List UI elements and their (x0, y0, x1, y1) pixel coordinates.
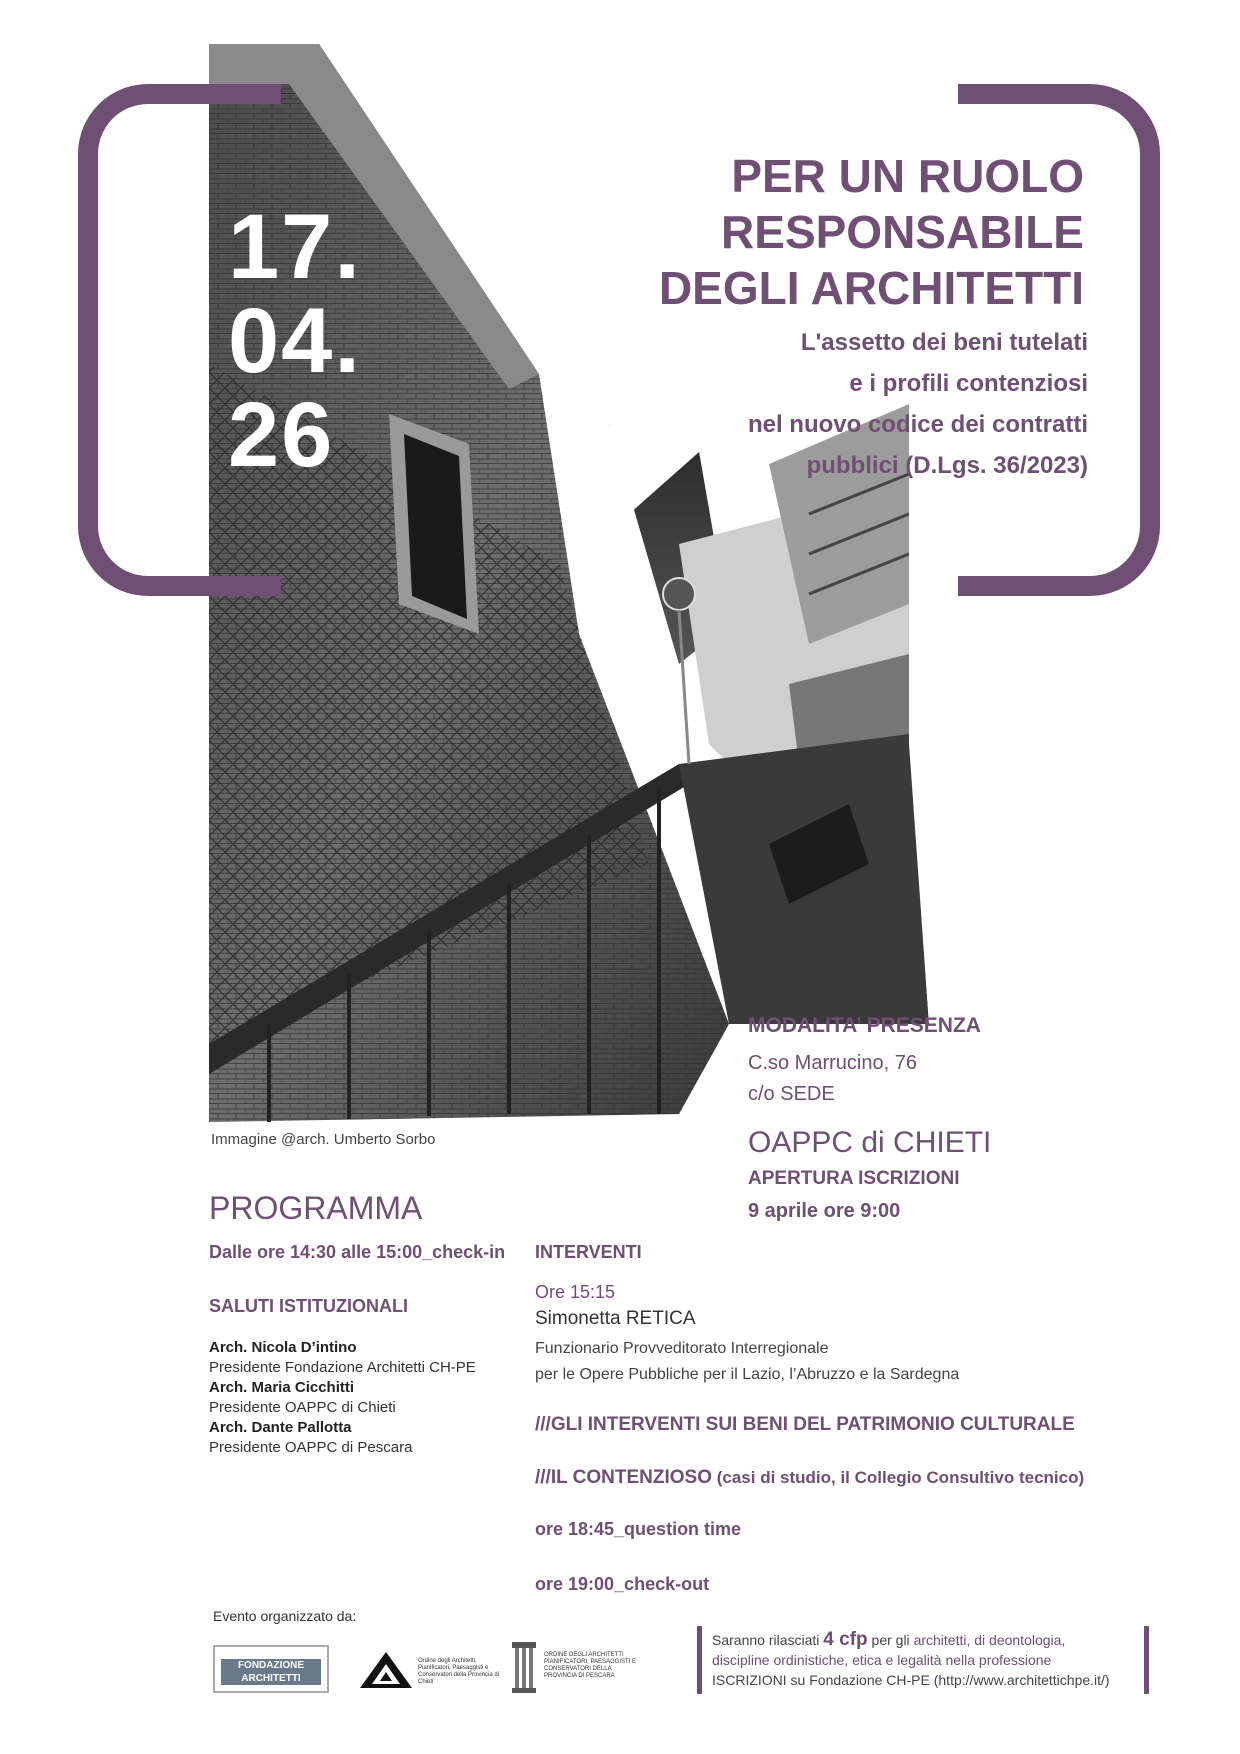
greeting-role: Presidente Fondazione Architetti CH-PE (209, 1359, 476, 1376)
right-bracket-bottom-cap (958, 576, 1042, 596)
greeting-role: Presidente OAPPC di Chieti (209, 1399, 396, 1416)
subtitle-line-2: e i profili contenziosi (849, 370, 1088, 397)
poster-title (659, 148, 1084, 316)
checkout-time: ore 19:00_check-out (535, 1574, 710, 1594)
image-credit: Immagine @arch. Umberto Sorbo (211, 1131, 436, 1148)
greeting-role: Presidente OAPPC di Pescara (209, 1439, 413, 1456)
speaker-role-line-2: per le Opere Pubbliche per il Lazio, l’Abruzzo e la Sardegna (535, 1366, 960, 1383)
topic-litigation-detail: (casi di studio, il Collegio Consultivo tecnico) (712, 1468, 1085, 1487)
cfp-amount: 4 cfp (823, 1629, 868, 1650)
cfp-line-3: ISCRIZIONI su Fondazione CH-PE (http://www.architettichpe.it/) (712, 1672, 1110, 1688)
registration-date: 9 aprile ore 9:00 (748, 1200, 901, 1222)
greeting-name: Arch. Nicola D’intino (209, 1339, 357, 1356)
oappc-pescara-logo (510, 1640, 637, 1699)
left-bracket-top-cap (197, 84, 281, 104)
subtitle-line-1: L'assetto dei beni tutelati (800, 329, 1088, 356)
venue-org: OAPPC di CHIETI (748, 1126, 992, 1159)
organizers-label: Evento organizzato da: (213, 1608, 357, 1624)
date-day: 17. (228, 196, 362, 298)
venue-mode: MODALITA’ PRESENZA (748, 1014, 981, 1037)
greeting-name: Arch. Maria Cicchitti (209, 1379, 355, 1396)
title-line-3: DEGLI ARCHITETTI (658, 262, 1084, 314)
venue-address: C.so Marrucino, 76 (748, 1052, 917, 1074)
topic-litigation (535, 1467, 1084, 1489)
topic-heritage: ///GLI INTERVENTI SUI BENI DEL PATRIMONIO CULTURALE (535, 1414, 1075, 1435)
fondazione-logo-text: FONDAZIONE ARCHITETTI (221, 1659, 321, 1685)
poster-subtitle (748, 322, 1088, 486)
greetings-list (209, 1338, 476, 1458)
right-bracket-top-cap (958, 84, 1042, 104)
triangle-logo-icon (358, 1650, 414, 1690)
registration-label: APERTURA ISCRIZIONI (748, 1168, 960, 1189)
oappc-chieti-logo-text: Ordine degli Architetti, Pianificatori, Paesaggisti e Conservatori della Provincia di Chieti (418, 1658, 500, 1685)
topic-litigation-main: ///IL CONTENZIOSO (535, 1467, 712, 1488)
subtitle-line-3: nel nuovo codice dei contratti (747, 411, 1088, 438)
greeting-name: Arch. Dante Pallotta (209, 1419, 352, 1436)
column-logo-icon (510, 1640, 538, 1694)
talks-title: INTERVENTI (535, 1242, 642, 1262)
speaker-role-line-1: Funzionario Provveditorato Interregionale (535, 1340, 829, 1357)
program-checkin: Dalle ore 14:30 alle 15:00_check-in (209, 1242, 506, 1262)
fondazione-architetti-logo (213, 1645, 329, 1693)
question-time: ore 18:45_question time (535, 1519, 742, 1539)
program-title: PROGRAMMA (209, 1190, 423, 1226)
cfp-line-1: Saranno rilasciati 4 cfp per gli architetti, di deontologia, (712, 1629, 1066, 1650)
talk-time: Ore 15:15 (535, 1282, 616, 1302)
title-line-1: PER UN RUOLO (731, 150, 1084, 202)
oappc-chieti-logo (358, 1650, 500, 1695)
event-date (228, 196, 362, 486)
date-month: 04. (228, 290, 362, 392)
left-bracket-bottom-cap (197, 576, 281, 596)
speaker-role (535, 1336, 959, 1388)
subtitle-line-4: pubblici (D.Lgs. 36/2023) (806, 452, 1088, 479)
cfp-line-2: discipline ordinistiche, etica e legalità nella professione (712, 1652, 1052, 1668)
date-year: 26 (228, 384, 335, 486)
left-bracket (78, 84, 198, 596)
venue-info (748, 1014, 991, 1223)
cfp-box (697, 1626, 1149, 1694)
speaker-name: Simonetta RETICA (535, 1308, 696, 1329)
venue-location: c/o SEDE (748, 1083, 835, 1105)
title-line-2: RESPONSABILE (721, 206, 1084, 258)
oappc-pescara-logo-text: ORDINE DEGLI ARCHITETTI PIANIFICATORI, PAESAGGISTI E CONSERVATORI DELLA PROVINCIA DI PESCARA (544, 1652, 637, 1679)
greetings-title: SALUTI ISTITUZIONALI (209, 1296, 408, 1316)
